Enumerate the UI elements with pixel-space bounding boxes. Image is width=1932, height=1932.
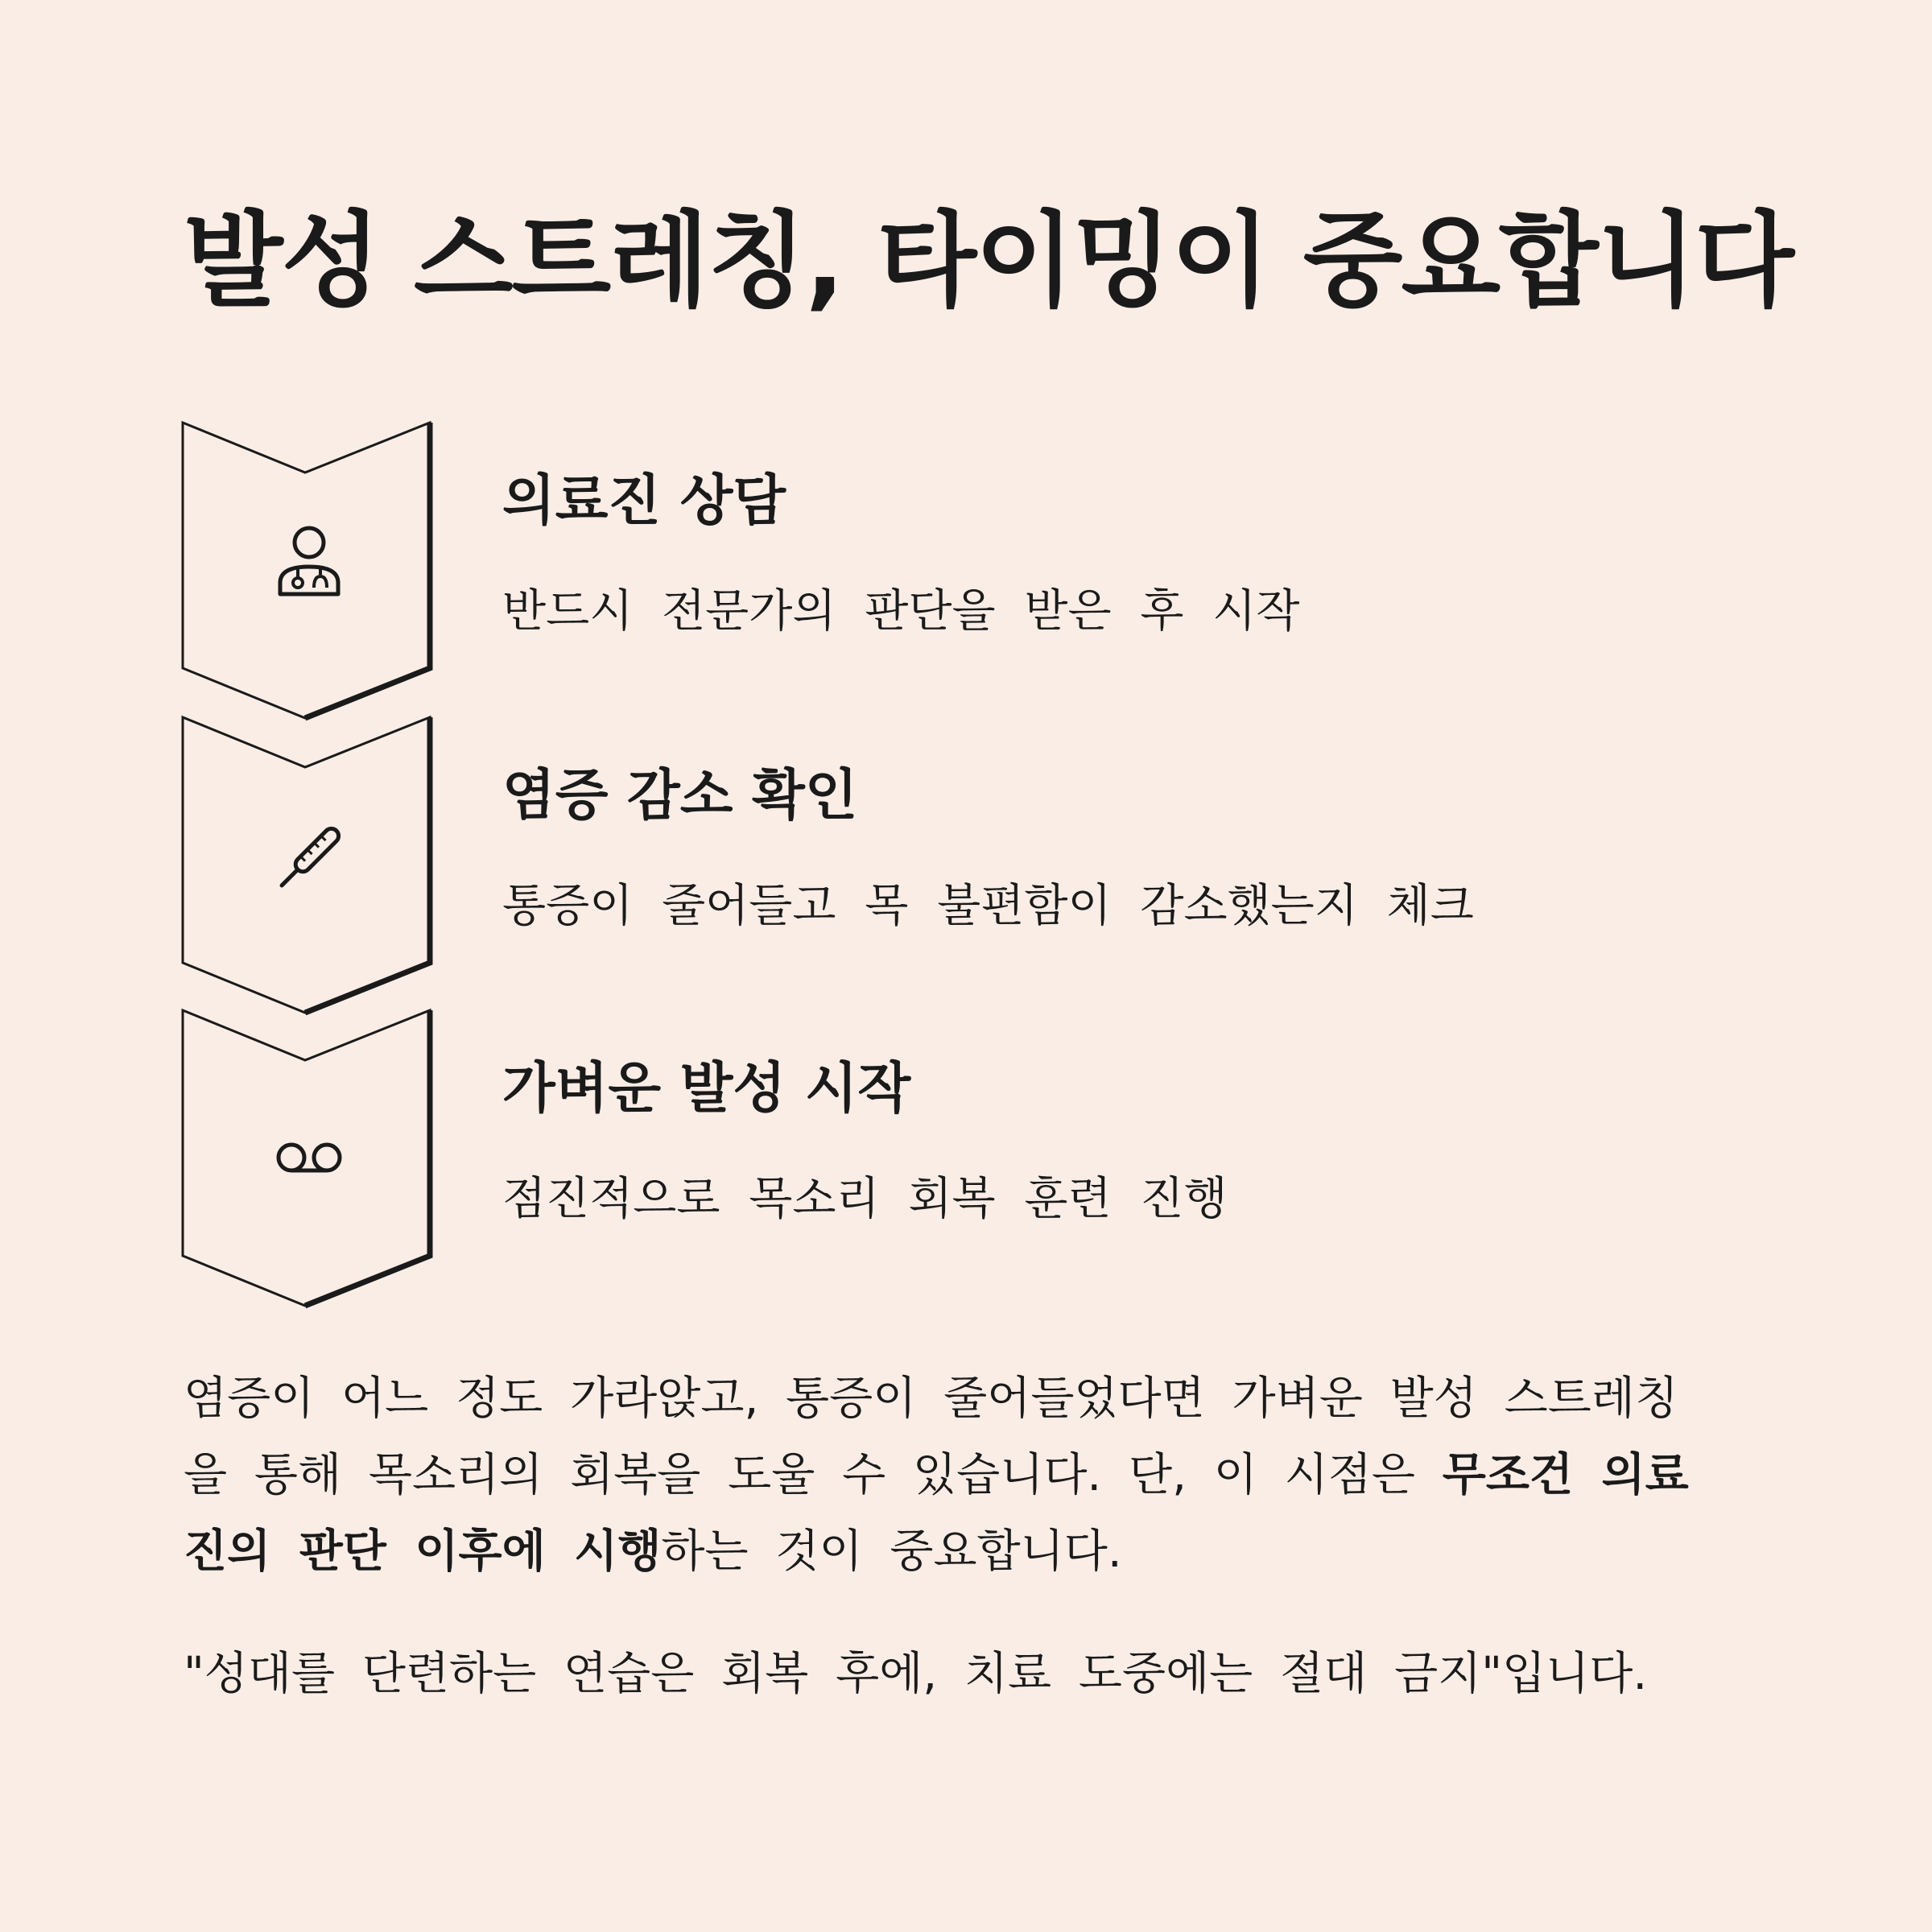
paragraph-emphasis: 무조건 의료진의 판단 이후에 시행 [184,1449,1689,1578]
step-title: 의료진 상담 [502,469,786,533]
step-title: 염증 감소 확인 [502,764,858,828]
voicemail-icon [269,1111,349,1191]
thermometer-icon [269,818,349,898]
paragraph-text-start: 염증이 어느 정도 가라앉고, 통증이 줄어들었다면 가벼운 발성 스트레칭을 통해 목소리의 회복을 도울 수 있습니다. 단, 이 시점은 [184,1373,1678,1501]
step-item-inflammation [180,713,1710,1013]
doctor-stethoscope-icon [269,523,349,604]
quote-line: "성대를 단련하는 연습은 회복 후에, 치료 도중에는 절대 금지"입니다. [184,1648,1648,1700]
step-item-consult [180,419,1710,718]
step-title: 가벼운 발성 시작 [502,1057,911,1121]
paragraph-text-end: 하는 것이 중요합니다. [661,1525,1122,1578]
step-description: 반드시 전문가의 판단을 받은 후 시작 [502,585,1300,638]
step-description: 점진적으로 목소리 회복 훈련 진행 [502,1173,1228,1225]
step-description: 통증이 줄어들고 목 불편함이 감소했는지 체크 [502,880,1474,932]
body-paragraph [184,1360,1721,1590]
step-item-vocalize [180,1006,1710,1306]
page-title: 발성 스트레칭, 타이밍이 중요합니다 [184,201,1794,321]
